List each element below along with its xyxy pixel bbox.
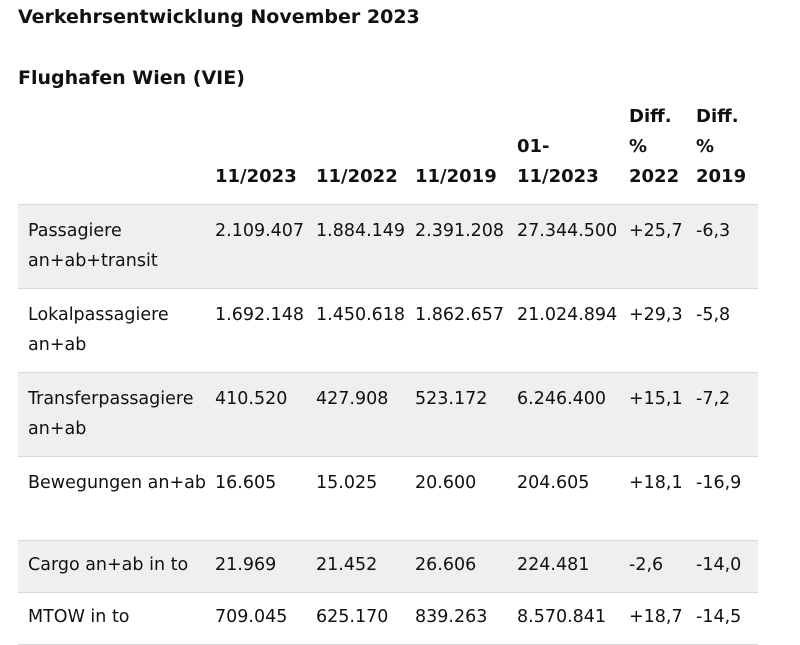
cell-11-2022: 1.884.149 (314, 205, 413, 289)
cell-11-2022: 625.170 (314, 593, 413, 645)
cell-diff-2019: -7,2 (694, 373, 758, 457)
column-header-ytd-2023: 01- 11/2023 (515, 102, 627, 205)
column-header-label (18, 102, 213, 205)
cell-11-2019: 20.600 (413, 457, 515, 541)
cell-ytd-2023: 8.570.841 (515, 593, 627, 645)
cell-diff-2022: +18,1 (627, 457, 694, 541)
cell-diff-2019: -5,8 (694, 289, 758, 373)
cell-diff-2019: -6,3 (694, 205, 758, 289)
cell-ytd-2023: 27.344.500 (515, 205, 627, 289)
cell-11-2022: 15.025 (314, 457, 413, 541)
table-header-row (18, 102, 758, 205)
cell-11-2023: 410.520 (213, 373, 314, 457)
cell-diff-2022: -2,6 (627, 541, 694, 593)
cell-diff-2019: -14,5 (694, 593, 758, 645)
cell-11-2023: 2.109.407 (213, 205, 314, 289)
cell-11-2019: 1.862.657 (413, 289, 515, 373)
row-label: Transferpassagiere an+ab (18, 373, 213, 457)
cell-11-2019: 2.391.208 (413, 205, 515, 289)
cell-11-2019: 839.263 (413, 593, 515, 645)
cell-11-2022: 21.452 (314, 541, 413, 593)
table-row (18, 373, 758, 457)
table-row (18, 593, 758, 645)
column-header-diff-2022: Diff. % 2022 (627, 102, 694, 205)
cell-11-2023: 1.692.148 (213, 289, 314, 373)
table-row (18, 457, 758, 541)
column-header-11-2022: 11/2022 (314, 102, 413, 205)
table-row (18, 541, 758, 593)
row-label: MTOW in to (18, 593, 213, 645)
column-header-11-2023: 11/2023 (213, 102, 314, 205)
row-label: Passagiere an+ab+transit (18, 205, 213, 289)
cell-ytd-2023: 224.481 (515, 541, 627, 593)
cell-diff-2022: +25,7 (627, 205, 694, 289)
traffic-table (18, 102, 758, 645)
cell-diff-2019: -14,0 (694, 541, 758, 593)
row-label: Cargo an+ab in to (18, 541, 213, 593)
cell-diff-2022: +29,3 (627, 289, 694, 373)
cell-diff-2022: +18,7 (627, 593, 694, 645)
row-label: Lokalpassagiere an+ab (18, 289, 213, 373)
column-header-diff-2019: Diff. % 2019 (694, 102, 758, 205)
cell-11-2023: 709.045 (213, 593, 314, 645)
table-row (18, 205, 758, 289)
cell-11-2022: 427.908 (314, 373, 413, 457)
cell-11-2023: 21.969 (213, 541, 314, 593)
page-title: Verkehrsentwicklung November 2023 (18, 6, 420, 28)
cell-11-2019: 523.172 (413, 373, 515, 457)
cell-diff-2019: -16,9 (694, 457, 758, 541)
cell-11-2023: 16.605 (213, 457, 314, 541)
cell-11-2019: 26.606 (413, 541, 515, 593)
column-header-11-2019: 11/2019 (413, 102, 515, 205)
cell-11-2022: 1.450.618 (314, 289, 413, 373)
section-title: Flughafen Wien (VIE) (18, 67, 245, 89)
cell-ytd-2023: 6.246.400 (515, 373, 627, 457)
row-label: Bewegungen an+ab (18, 457, 213, 541)
cell-ytd-2023: 204.605 (515, 457, 627, 541)
cell-diff-2022: +15,1 (627, 373, 694, 457)
table-row (18, 289, 758, 373)
cell-ytd-2023: 21.024.894 (515, 289, 627, 373)
